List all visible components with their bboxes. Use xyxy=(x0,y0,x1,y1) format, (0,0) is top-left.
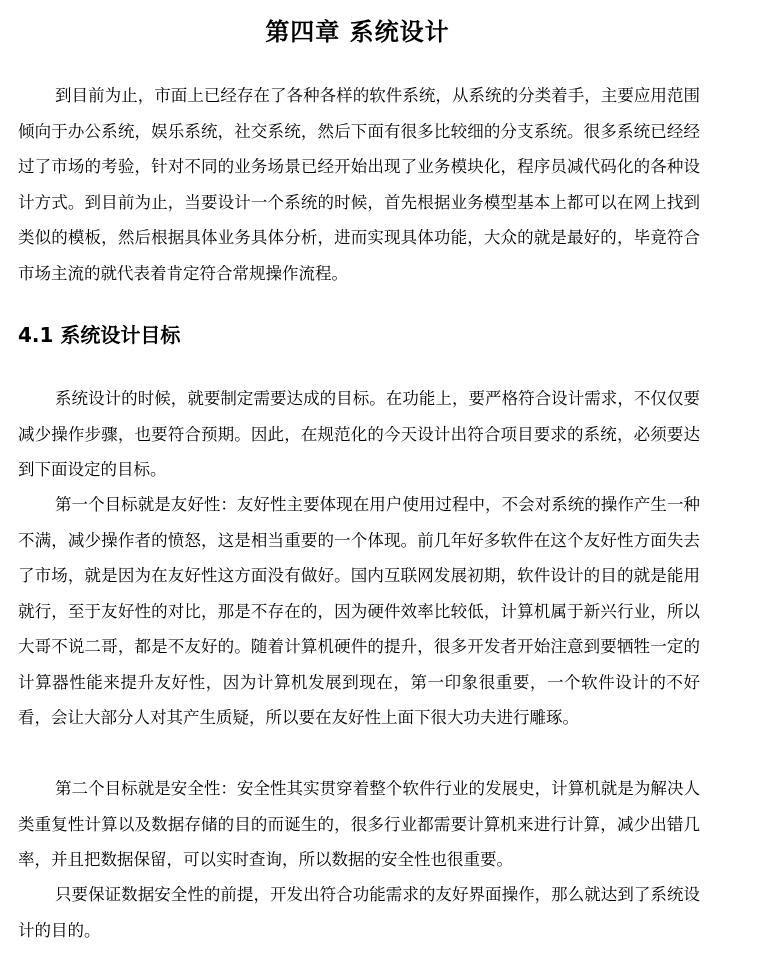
intro-paragraph: 到目前为止，市面上已经存在了各种各样的软件系统，从系统的分类着手，主要应用范围倾向于办公系统，娱乐系统，社交系统，然后下面有很多比较细的分支系统。很多系统已经经过了市场的考验，针对不同的业务场景已经开始出现了业务模块化，程序员减代码化的各种设计方式。到目前为止，当要设计一个系统的时候，首先根据业务模型基本上都可以在网上找到类似的模板，然后根据具体业务具体分析，进而实现具体功能，大众的就是最好的，毕竟符合市场主流的就代表着肯定符合常规操作流程。 xyxy=(18,86,700,283)
section-paragraph-goals-intro: 系统设计的时候，就要制定需要达成的目标。在功能上，要严格符合设计需求，不仅仅要减少操作步骤，也要符合预期。因此，在规范化的今天设计出符合项目要求的系统，必须要达到下面设定的目标。 xyxy=(18,389,700,479)
section-paragraph-conclusion: 只要保证数据安全性的前提，开发出符合功能需求的友好界面操作，那么就达到了系统设计的目的。 xyxy=(18,885,700,940)
chapter-title: 第四章 系统设计 xyxy=(265,18,450,46)
section-paragraph-security: 第二个目标就是安全性：安全性其实贯穿着整个软件行业的发展史，计算机就是为解决人类重复性计算以及数据存储的目的而诞生的，很多行业都需要计算机来进行计算，减少出错几率，并且把数据保留，可以实时查询，所以数据的安全性也很重要。 xyxy=(18,779,700,869)
section-paragraph-friendliness: 第一个目标就是友好性：友好性主要体现在用户使用过程中，不会对系统的操作产生一种不满，减少操作者的愤怒，这是相当重要的一个体现。前几年好多软件在这个友好性方面失去了市场，就是因为在友好性这方面没有做好。国内互联网发展初期，软件设计的目的就是能用就行，至于友好性的对比，那是不存在的，因为硬件效率比较低，计算机属于新兴行业，所以大哥不说二哥，都是不友好的。随着计算机硬件的提升，很多开发者开始注意到要牺牲一定的计算器性能来提升友好性，因为计算机发展到现在，第一印象很重要，一个软件设计的不好看，会让大部分人对其产生质疑，所以要在友好性上面下很大功夫进行雕琢。 xyxy=(18,495,700,727)
section-heading: 4.1 系统设计目标 xyxy=(18,323,181,347)
